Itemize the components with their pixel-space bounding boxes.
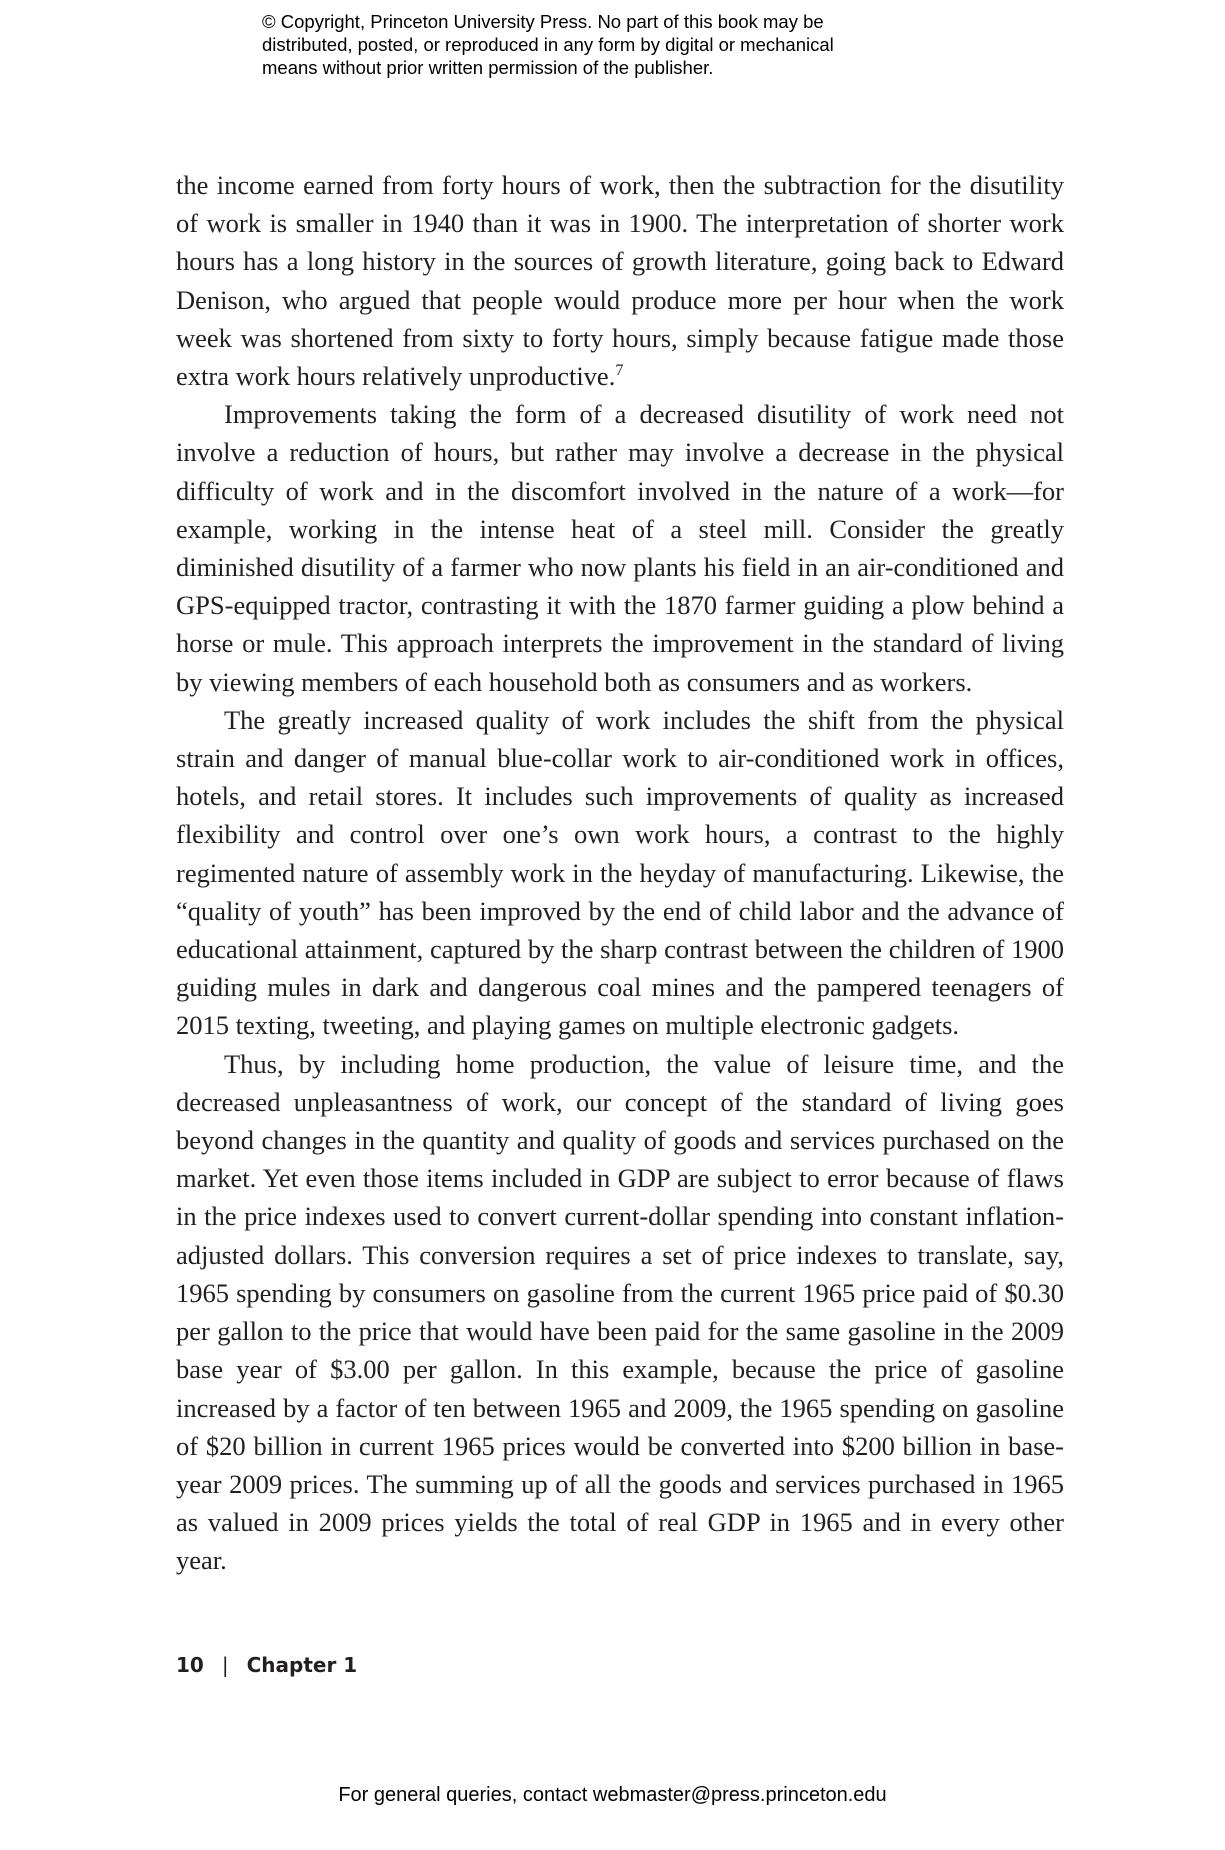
paragraph: Improvements taking the form of a decreased disutility of work need not involve a reduction of hours, but rather may involve a decrease in the physical difficulty of work and in the discomfort involved in the nature of a work—for example, working in the intense heat of a steel mill. Consider the greatly diminished disutility of a farmer who now plants his field in an air-conditioned and GPS-equipped tractor, contrasting it with the 1870 farmer guiding a plow behind a horse or mule. This approach interprets the improvement in the standard of living by viewing members of each household both as consumers and as workers.: [176, 399, 1064, 697]
body-text: [176, 166, 1064, 1580]
page-folio: [176, 1653, 357, 1677]
paragraph: Thus, by including home production, the value of leisure time, and the decreased unpleasantness of work, our concept of the standard of living goes beyond changes in the quantity and quality of goods and services purchased on the market. Yet even those items included in GDP are subject to error because of flaws in the price indexes used to convert current-dollar spending into constant inflation-adjusted dollars. This conversion requires a set of price indexes to translate, say, 1965 spending by consumers on gasoline from the current 1965 price paid of $0.30 per gallon to the price that would have been paid for the same gasoline in the 2009 base year of $3.00 per gallon. In this example, because the price of gasoline increased by a factor of ten between 1965 and 2009, the 1965 spending on gasoline of $20 billion in current 1965 prices would be converted into $200 billion in base-year 2009 prices. The summing up of all the goods and services purchased in 1965 as valued in 2009 prices yields the total of real GDP in 1965 and in every other year.: [176, 1048, 1064, 1576]
copyright-line: means without prior written permission of the publisher.: [262, 57, 714, 78]
copyright-line: © Copyright, Princeton University Press. No part of this book may be: [262, 11, 824, 32]
page-number: 10: [176, 1653, 204, 1677]
copyright-notice: [262, 10, 1022, 79]
copyright-line: distributed, posted, or reproduced in any form by digital or mechanical: [262, 34, 834, 55]
paragraph: The greatly increased quality of work includes the shift from the physical strain and danger of manual blue-collar work to air-conditioned work in offices, hotels, and retail stores. It includes such improvements of quality as increased flexibility and control over one’s own work hours, a contrast to the highly regimented nature of assembly work in the heyday of manufacturing. Likewise, the “quality of youth” has been improved by the end of child labor and the advance of educational attainment, captured by the sharp contrast between the children of 1900 guiding mules in dark and dangerous coal mines and the pampered teenagers of 2015 texting, tweeting, and playing games on multiple electronic gadgets.: [176, 704, 1064, 1041]
folio-separator: |: [221, 1653, 229, 1677]
chapter-label: Chapter 1: [246, 1653, 358, 1677]
footnote-ref: 7: [615, 362, 624, 380]
paragraph-text: the income earned from forty hours of work, then the subtraction for the disutility of work is smaller in 1940 than it was in 1900. The interpretation of shorter work hours has a long history in the sources of growth literature, going back to Edward Denison, who argued that people would produce more per hour when the work week was shortened from sixty to forty hours, simply because fatigue made those extra work hours relatively unproductive.: [176, 170, 1064, 392]
paragraph: [176, 166, 1064, 395]
footer-contact: For general queries, contact webmaster@press.princeton.edu: [338, 1784, 887, 1806]
